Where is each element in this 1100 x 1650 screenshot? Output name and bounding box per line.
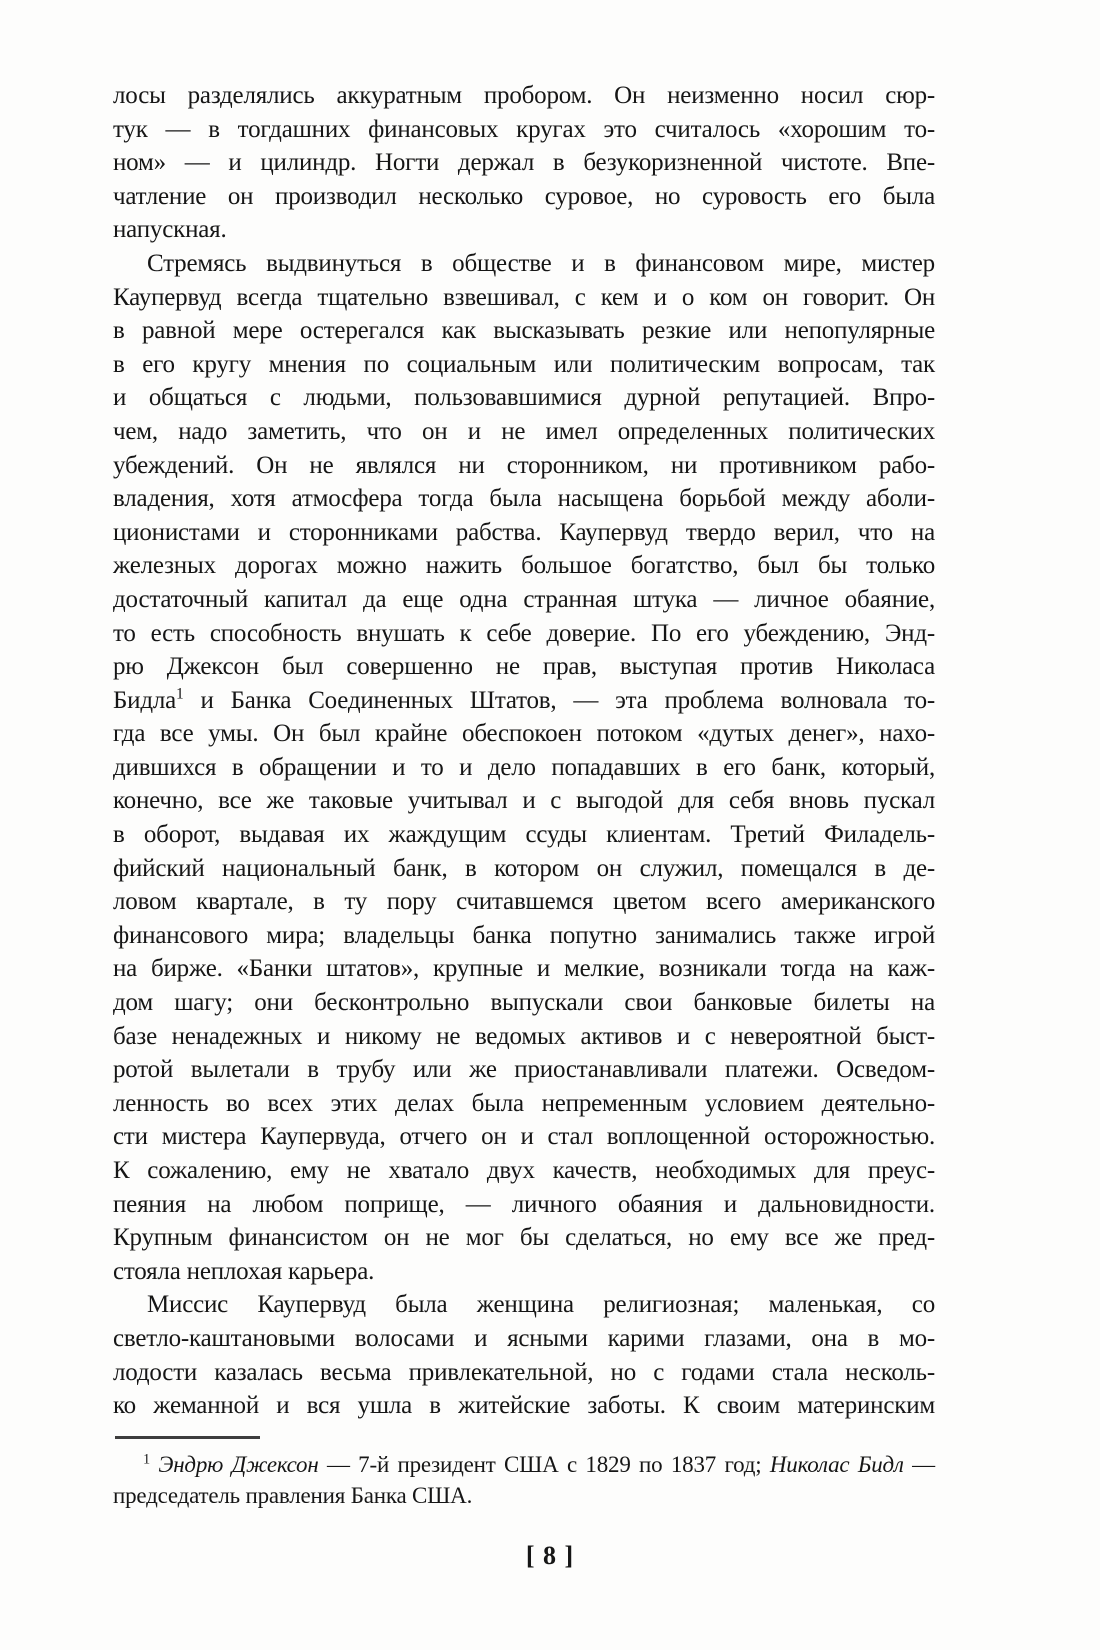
text-line: финансового мира; владельцы банка попутно занимались также игрой (113, 921, 935, 949)
text-line (113, 684, 935, 718)
footnote-marker: 1 (176, 685, 184, 703)
text-line: Крупным финансистом он не мог бы сделаться, но ему все же пред- (113, 1224, 935, 1252)
text-segment: Бидла (113, 686, 177, 714)
text-line: Миссис Каупервуд была женщина религиозная; маленькая, со (147, 1291, 935, 1319)
text-line: конечно, все же таковые учитывал и с выгодой для себя вновь пускал (113, 787, 935, 815)
text-line: в его кругу мнения по социальным или политическим вопросам, так (113, 350, 935, 378)
text-line: чатление он производил несколько суровое, но суровость его была (113, 182, 935, 210)
text-line (113, 1449, 935, 1480)
italic-text: Эндрю Джексон (158, 1452, 319, 1477)
italic-text: Николас Бидл (769, 1452, 904, 1477)
text-line: лосы разделялись аккуратным пробором. Он неизменно носил сюр- (113, 82, 935, 109)
text-segment: и Банка Соединенных Штатов, — эта проблема волновала то- (183, 686, 935, 714)
text-line: и общаться с людьми, пользовавшимися дурной репутацией. Впро- (113, 384, 935, 412)
text-line: фийский национальный банк, в котором он служил, помещался в де- (113, 854, 935, 882)
text-line: владения, хотя атмосфера тогда была насыщена борьбой между аболи- (113, 485, 935, 513)
text-line: ционистами и сторонниками рабства. Каупервуд твердо верил, что на (113, 518, 935, 546)
text-segment: — 7-й президент США с 1829 по 1837 год; (318, 1452, 770, 1477)
footnote-text (113, 1449, 935, 1511)
text-line: в равной мере остерегался как высказывать резкие или непопулярные (113, 317, 935, 345)
text-line: пеяния на любом поприще, — личного обаяния и дальновидности. (113, 1190, 935, 1218)
text-line: К сожалению, ему не хватало двух качеств, необходимых для преус- (113, 1157, 935, 1184)
text-line: ко жеманной и вся ушла в житейские заботы. К своим материнским (113, 1392, 935, 1420)
text-line: Стремясь выдвинуться в обществе и в финансовом мире, мистер (147, 249, 935, 277)
paragraph (113, 247, 935, 1288)
text-line: достаточный капитал да еще одна странная штука — личное обаяние, (113, 585, 935, 613)
text-line: сти мистера Каупервуда, отчего он и стал воплощенной осторожностью. (113, 1123, 935, 1151)
footnote-separator (115, 1436, 260, 1439)
text-line: ном» — и цилиндр. Ногти держал в безукоризненной чистоте. Впе- (113, 149, 935, 177)
text-line: убеждений. Он не являлся ни сторонником, ни противником рабо- (113, 451, 935, 479)
text-line: рю Джексон был совершенно не прав, выступая против Николаса (113, 653, 935, 681)
text-line: базе ненадежных и никому не ведомых активов и с невероятной быст- (113, 1022, 935, 1050)
text-line: в оборот, выдавая их жаждущим ссуды клиентам. Третий Филадель- (113, 821, 935, 849)
page-number: [ 8 ] (525, 1541, 575, 1570)
text-line: лодости казалась весьма привлекательной, но с годами стала несколь- (113, 1358, 935, 1386)
text-line: дом шагу; они бесконтрольно выпускали свои банковые билеты на (113, 989, 935, 1017)
text-line: то есть способность внушать к себе доверие. По его убеждению, Энд- (113, 619, 935, 647)
text-line: стояла неплохая карьера. (113, 1257, 375, 1285)
body-text (113, 79, 935, 1423)
paragraph (113, 79, 935, 247)
text-segment: — (903, 1452, 935, 1477)
text-line: чем, надо заметить, что он и не имел определенных политических (113, 417, 935, 445)
text-line: ротой вылетали в трубу или же приостанавливали платежи. Осведом- (113, 1056, 935, 1084)
text-line: Каупервуд всегда тщательно взвешивал, с кем и о ком он говорит. Он (113, 283, 935, 311)
footnote-marker: 1 (143, 1451, 150, 1468)
text-segment: председатель правления Банка США. (113, 1483, 473, 1508)
text-line: гда все умы. Он был крайне обеспокоен потоком «дутых денег», нахо- (113, 720, 935, 748)
text-line: железных дорогах можно нажить большое богатство, был бы только (113, 552, 935, 580)
text-line: тук — в тогдашних финансовых кругах это считалось «хорошим то- (113, 115, 935, 143)
text-line: ленность во всех этих делах была непременным условием деятельно- (113, 1089, 935, 1117)
text-line: дившихся в обращении и то и дело попадавших в его банк, который, (113, 753, 935, 781)
text-line: на бирже. «Банки штатов», крупные и мелкие, возникали тогда на каж- (113, 955, 935, 983)
text-line: светло-каштановыми волосами и ясными карими глазами, она в мо- (113, 1324, 935, 1352)
paragraph (113, 1288, 935, 1422)
text-line: напускная. (113, 216, 227, 244)
text-line: ловом квартале, в ту пору считавшемся цветом всего американского (113, 888, 935, 916)
text-line (113, 1480, 935, 1511)
